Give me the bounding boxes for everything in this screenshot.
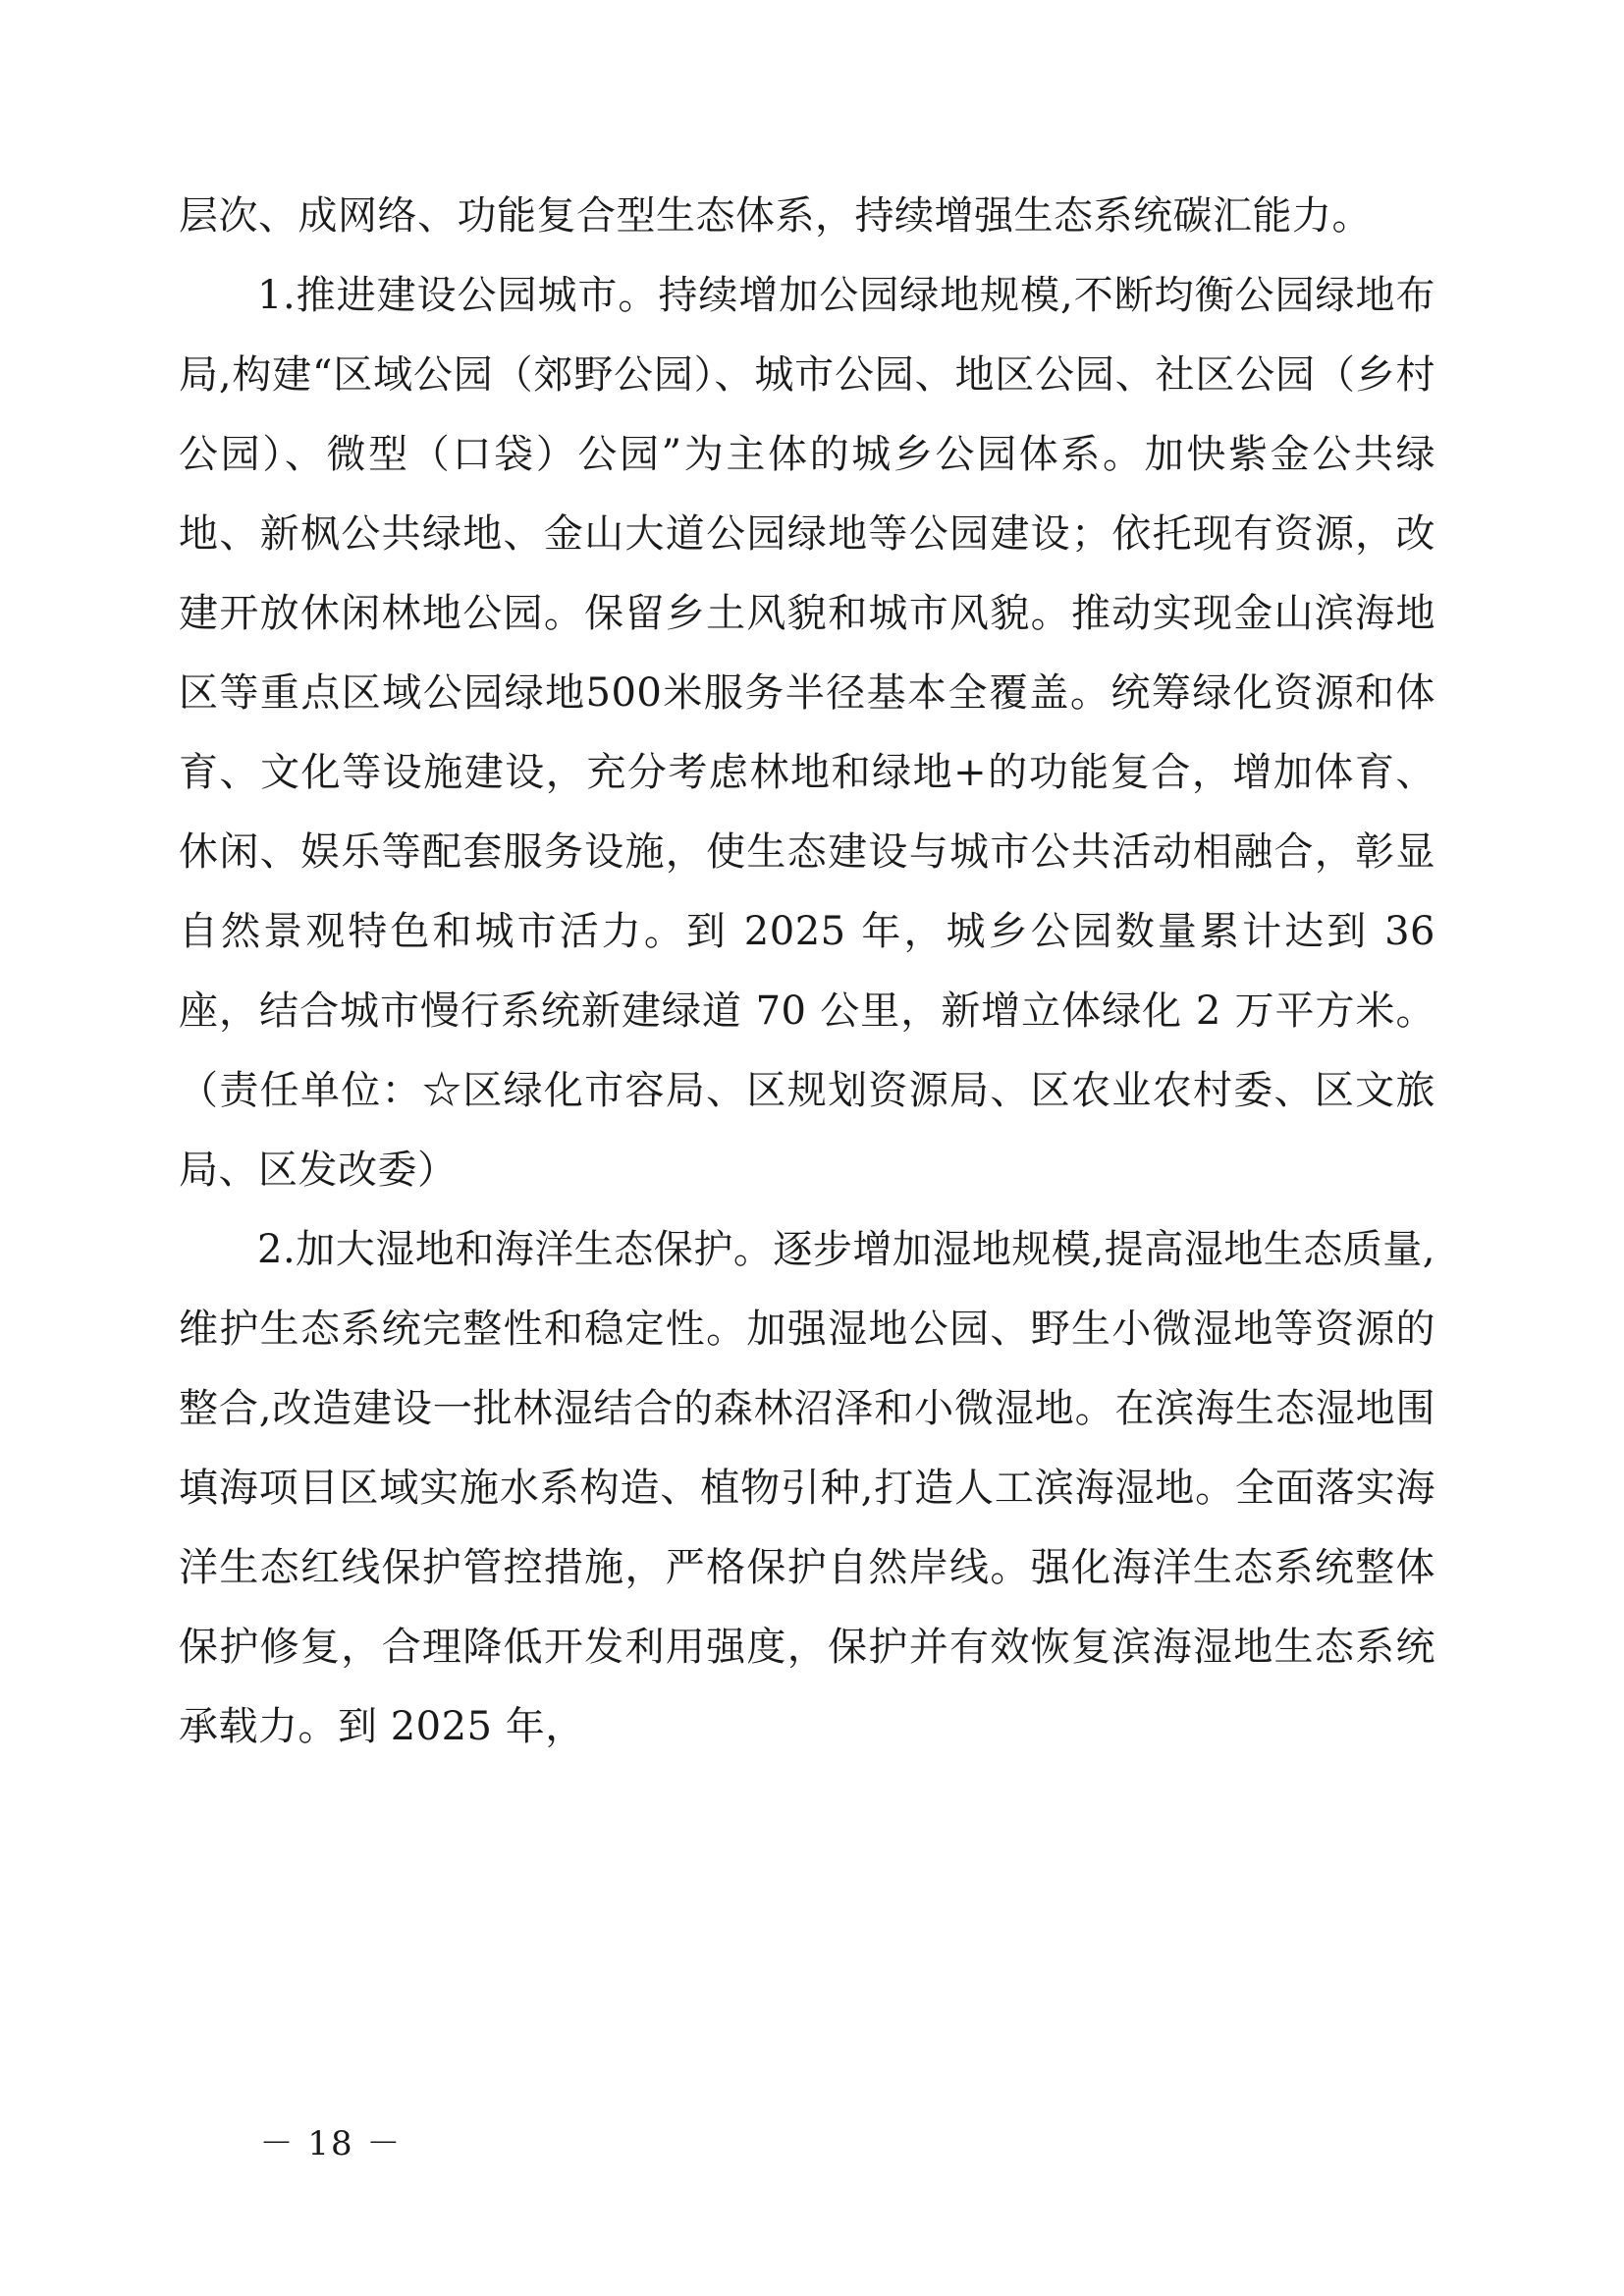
paragraph-continued: 层次、成网络、功能复合型生态体系，持续增强生态系统碳汇能力。	[179, 193, 1372, 239]
paragraph-item-1: 1.推进建设公园城市。持续增加公园绿地规模,不断均衡公园绿地布局,构建“区域公园（郊野公园）、城市公园、地区公园、社区公园（乡村公园）、微型（口袋）公园”为主体的城乡公园体系。加快紫金公共绿地、新枫公共绿地、金山大道公园绿地等公园建设；依托现有资源，改建开放休闲林地公园。保留乡土风貌和城市风貌。推动实现金山滨海地区等重点区域公园绿地500米服务半径基本全覆盖。统筹绿化资源和体育、文化等设施建设，充分考虑林地和绿地+的功能复合，增加体育、休闲、娱乐等配套服务设施，使生态建设与城市公共活动相融合，彰显自然景观特色和城市活力。到 2025 年，城乡公园数量累计达到 36 座，结合城市慢行系统新建绿道 70 公里，新增立体绿化 2 万平方米。（责任单位：☆区绿化市容局、区规划资源局、区农业农村委、区文旅局、区发改委）	[179, 273, 1435, 1193]
document-body	[179, 177, 1435, 1767]
page-number	[0, 2116, 1624, 2164]
page-number-label: － 18 －	[259, 2124, 403, 2163]
paragraph-item-2: 2.加大湿地和海洋生态保护。逐步增加湿地规模,提高湿地生态质量,维护生态系统完整性和稳定性。加强湿地公园、野生小微湿地等资源的整合,改造建设一批林湿结合的森林沼泽和小微湿地。在滨海生态湿地围填海项目区域实施水系构造、植物引种,打造人工滨海湿地。全面落实海洋生态红线保护管控措施，严格保护自然岸线。强化海洋生态系统整体保护修复，合理降低开发利用强度，保护并有效恢复滨海湿地生态系统承载力。到 2025 年，	[179, 1227, 1435, 1749]
